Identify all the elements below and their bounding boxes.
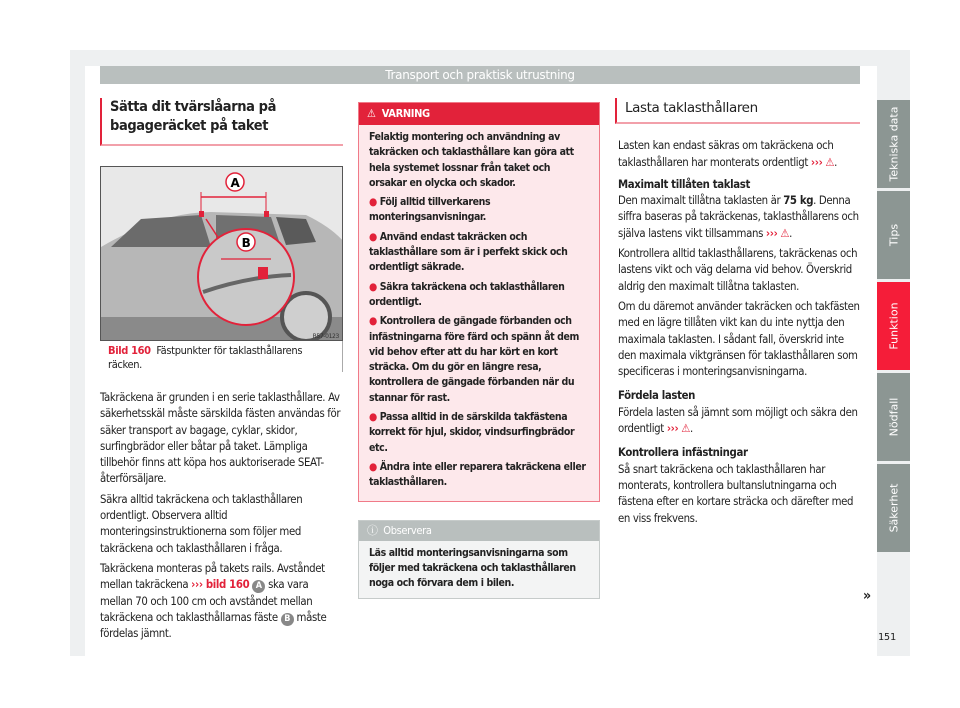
warning-intro: Felaktig montering och användning av takräcken och taklasthållare kan göra att hela systemet lossnar från taket och orsakar en olycka och skador.: [369, 131, 574, 189]
info-icon: ⓘ: [367, 523, 378, 537]
paragraph: Takräckena är grunden i en serie taklasthållare. Av säkerhetsskäl måste särskilda fästen användas för säker transport av bagage, cyklar, skidor, surfingbrädor eller båtar på taket. Lämpliga tillbehör finns att köpa hos auktoriserade SEAT-återförsäljare.: [100, 391, 341, 486]
paragraph: Fördela lasten så jämnt som möjligt och säkra den ordentligt ››› ⚠.: [618, 405, 858, 436]
page-number: 151: [878, 632, 897, 643]
section-title: Sätta dit tvärslåarna på bagageräcket på taket: [100, 98, 343, 146]
paragraph: Kontrollera alltid taklasthållarens, takräckenas och lastens vikt och väg delarna vid behov. Överskrid aldrig den maximalt tillåtna taklasten.: [618, 247, 858, 293]
car-illustration: [101, 167, 343, 341]
max-load: 75 kg: [783, 194, 814, 208]
label-b: B: [241, 236, 251, 250]
paragraph: Takräckena monteras på takets rails. Avståndet mellan takräckena ››› bild 160 A ska vara mellan 70 och 100 cm och avståndet mellan takräckena och taklasthållarnas fäste B måste fördelas jämnt.: [100, 561, 327, 641]
marker-a: A: [252, 580, 265, 593]
note-text: Läs alltid monteringsanvisningarna som följer med takräckena och taklasthållaren noga och förvara dem i bilen.: [369, 546, 576, 590]
paragraph: Om du däremot använder takräcken och takfästen med en lägre tillåten vikt kan du inte nyttja den maximala taklasten. I sådant fall, överskrid inte den maximala viktgränsen för taklasthållaren som specificeras i monteringsanvisningarna.: [618, 299, 860, 379]
marker-b: B: [281, 613, 294, 626]
tab-sakerhet[interactable]: Säkerhet: [877, 464, 910, 552]
column-middle: [358, 102, 600, 599]
warning-item: ● Passa alltid in de särskilda takfästena korrekt för hjul, skidor, vindsurfingbrädor etc.: [369, 411, 575, 454]
warning-icon: ⚠: [681, 422, 690, 436]
tab-nodfall[interactable]: Nödfall: [877, 373, 910, 461]
subheading: Kontrollera infästningar: [618, 446, 748, 460]
caption-text: Fästpunkter för taklasthållarens räcken.: [108, 344, 303, 371]
warning-link[interactable]: ›››: [765, 226, 778, 240]
tab-funktion[interactable]: Funktion: [877, 282, 910, 370]
warning-item: ● Följ alltid tillverkarens monteringsanvisningar.: [369, 196, 491, 224]
figure-number: Bild 160: [108, 344, 151, 357]
column-right: [618, 98, 860, 531]
label-a: A: [230, 176, 240, 190]
warning-box: [358, 102, 600, 502]
warning-item: ● Kontrollera de gängade förbanden och infästningarna före färd och spänn åt dem vid behov efter att du har kört en kort sträcka. Om du gör en längre resa, kontrollera de gängade förbanden när du stannar för rast.: [369, 315, 579, 404]
paragraph: Den maximalt tillåtna taklasten är 75 kg. Denna siffra baseras på takräckenas, taklasthållarens och själva lastens vikt tillsammans ››› ⚠.: [618, 194, 859, 240]
paragraph: Lasten kan endast säkras om takräckena och taklasthållaren har monterats ordentligt ››› ⚠.: [618, 139, 837, 169]
warning-item: ● Säkra takräckena och taklasthållaren ordentligt.: [369, 280, 565, 308]
warning-triangle-icon: ⚠: [367, 107, 376, 120]
paragraph: Så snart takräckena och taklasthållaren har monterats, kontrollera bultanslutningarna och fästena efter en kortare sträcka och därefter med en viss frekvens.: [618, 462, 854, 525]
figure-roof-rack: [100, 166, 343, 341]
warning-link[interactable]: ›››: [666, 422, 679, 436]
tab-tips[interactable]: Tips: [877, 191, 910, 279]
figure-link[interactable]: ››› bild 160: [191, 578, 250, 592]
warning-icon: ⚠: [825, 155, 835, 169]
section-header: Transport och praktisk utrustning: [100, 66, 860, 84]
warning-header: ⚠ VARNING: [359, 103, 599, 125]
warning-link[interactable]: ›››: [810, 155, 823, 169]
note-header: ⓘ Observera: [359, 521, 599, 541]
column-left: [100, 98, 343, 646]
continue-icon: »: [863, 588, 872, 604]
figure-code: B57-0123: [312, 333, 339, 340]
warning-item: ● Ändra inte eller reparera takräckena eller taklasthållaren.: [369, 460, 586, 489]
section-title: Lasta taklasthållaren: [615, 98, 860, 124]
figure-caption: [100, 341, 343, 372]
warning-icon: ⚠: [780, 226, 790, 240]
paragraph: Säkra alltid takräckena och taklasthållaren ordentligt. Observera alltid monteringsinstruktionerna som följer med takräckena och taklasthållaren i fråga.: [100, 492, 303, 555]
subheading: Maximalt tillåten taklast: [618, 177, 750, 191]
warning-item: ● Använd endast takräcken och taklasthållare som är i perfekt skick och ordentligt säkrade.: [369, 230, 568, 274]
subheading: Fördela lasten: [618, 389, 696, 403]
tab-tekniska-data[interactable]: Tekniska data: [877, 100, 910, 188]
note-box: [358, 520, 600, 600]
